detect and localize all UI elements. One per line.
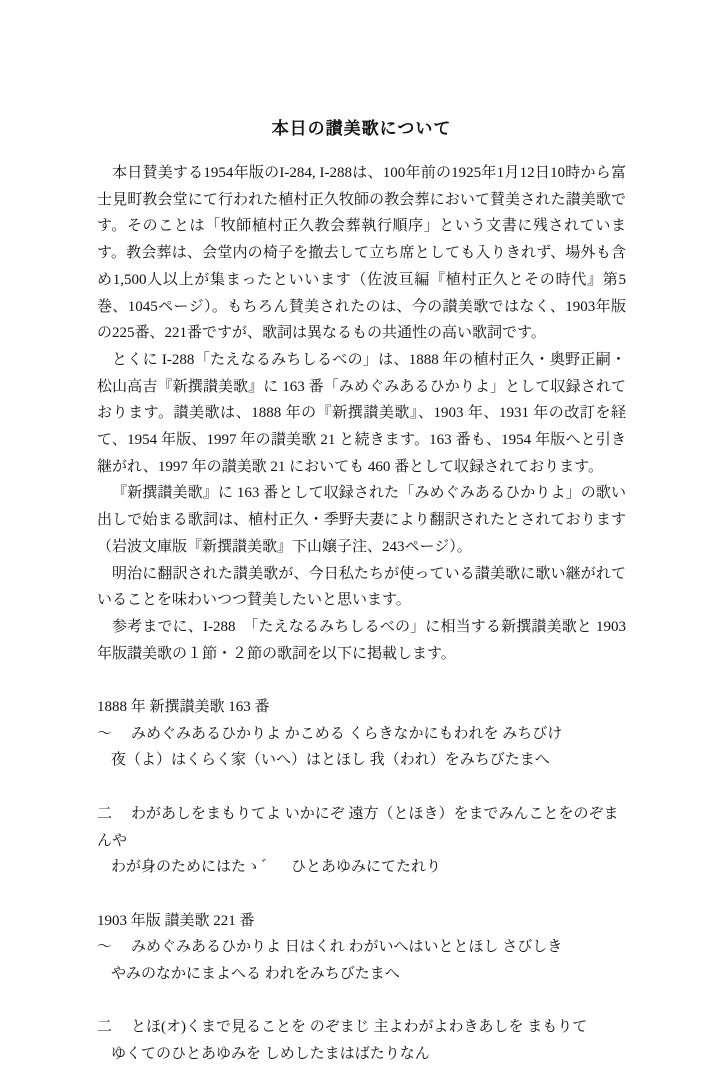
verse-line xyxy=(97,934,626,961)
verse-text: みめぐみあるひかりよ かこめる くらきなかにもわれを みちびけ xyxy=(131,725,563,742)
verse-text: みめぐみあるひかりよ 日はくれ わがいへはいととほし さびしき xyxy=(131,939,563,956)
paragraph-4: 明治に翻訳された讃美歌が、今日私たちが使っている讃美歌に歌い継がれていることを味わいつつ賛美したいと思います。 xyxy=(97,565,626,609)
hymn-section-1888 xyxy=(97,694,626,881)
document-title: 本日の讃美歌について xyxy=(271,119,452,138)
paragraph-2: とくに I-288「たえなるみちしるべの」は、1888 年の植村正久・奥野正嗣・松山高吉『新撰讃美歌』に 163 番「みめぐみあるひかりよ」として収録されております。讃美歌は、1888 年の『新撰讃美歌』、1903 年、1931 年の改訂を経て、1954 年版、1997 年の讃美歌 21 と続きます。163 番も、1954 年版へと引き継がれ、1997 年の讃美歌 21 においても 460 番として収録されております。 xyxy=(97,351,626,475)
paragraph-1: 本日賛美する1954年版のI-284, I-288は、100年前の1925年1月12日10時から富士見町教会堂にて行われた植村正久牧師の教会葬において賛美された讃美歌です。そのことは「牧師植村正久教会葬執行順序」という文書に残されています。教会葬は、会堂内の椅子を撤去して立ち席としても入りきれず、場外も含め1,500人以上が集まったといいます（佐波亘編『植村正久とその時代』第5巻、1045ページ）。もちろん賛美されたのは、今の讃美歌ではなく、1903年版の225番、221番ですが、歌詞は異なるもの共通性の高い歌詞です。 xyxy=(97,165,626,342)
verse-line: やみのなかにまよへる われをみちびたまへ xyxy=(111,966,400,983)
verse-number: 二 xyxy=(97,805,113,822)
hymn-section-heading: 1888 年 新撰讃美歌 163 番 xyxy=(97,699,270,716)
verse-group xyxy=(97,721,626,774)
verse-line: ゆくてのひとあゆみを しめしたまはばたりなん xyxy=(111,1046,430,1063)
verse-number: 二 xyxy=(97,1019,113,1036)
hymn-section-1903 xyxy=(97,908,626,1068)
verse-line xyxy=(97,721,626,748)
paragraph-5: 参考までに、I-288 「たえなるみちしるべの」に相当する新撰讃美歌と 1903 年版讃美歌の１節・２節の歌詞を以下に掲載します。 xyxy=(97,618,626,662)
verse-group xyxy=(97,1014,626,1067)
verse-group xyxy=(97,801,626,881)
paragraph-3: 『新撰讃美歌』に 163 番として収録された「みめぐみあるひかりよ」の歌い出しで始まる歌詞は、植村正久・季野夫妻により翻訳されたとされております（岩波文庫版『新撰讃美歌』下山嬢子注、243ページ）。 xyxy=(97,485,626,555)
hymn-section-heading: 1903 年版 讃美歌 221 番 xyxy=(97,912,255,929)
verse-text: わがあしをまもりてよ いかにぞ 遠方（とほき）をまでみんことをのぞまんや xyxy=(97,805,619,849)
verse-group xyxy=(97,934,626,987)
verse-line: 夜（よ）はくらく家（いへ）はとほし 我（われ）をみちびたまへ xyxy=(111,752,550,769)
verse-line: わが身のためにはたゝ゛ ひとあゆみにてたれり xyxy=(111,859,442,876)
verse-number: ～ xyxy=(97,939,113,956)
verse-line xyxy=(97,801,626,854)
verse-number: ～ xyxy=(97,725,113,742)
verse-line xyxy=(97,1014,626,1041)
verse-text: とほ(オ)くまで見ることを のぞまじ 主よわがよわきあしを まもりて xyxy=(131,1019,588,1036)
